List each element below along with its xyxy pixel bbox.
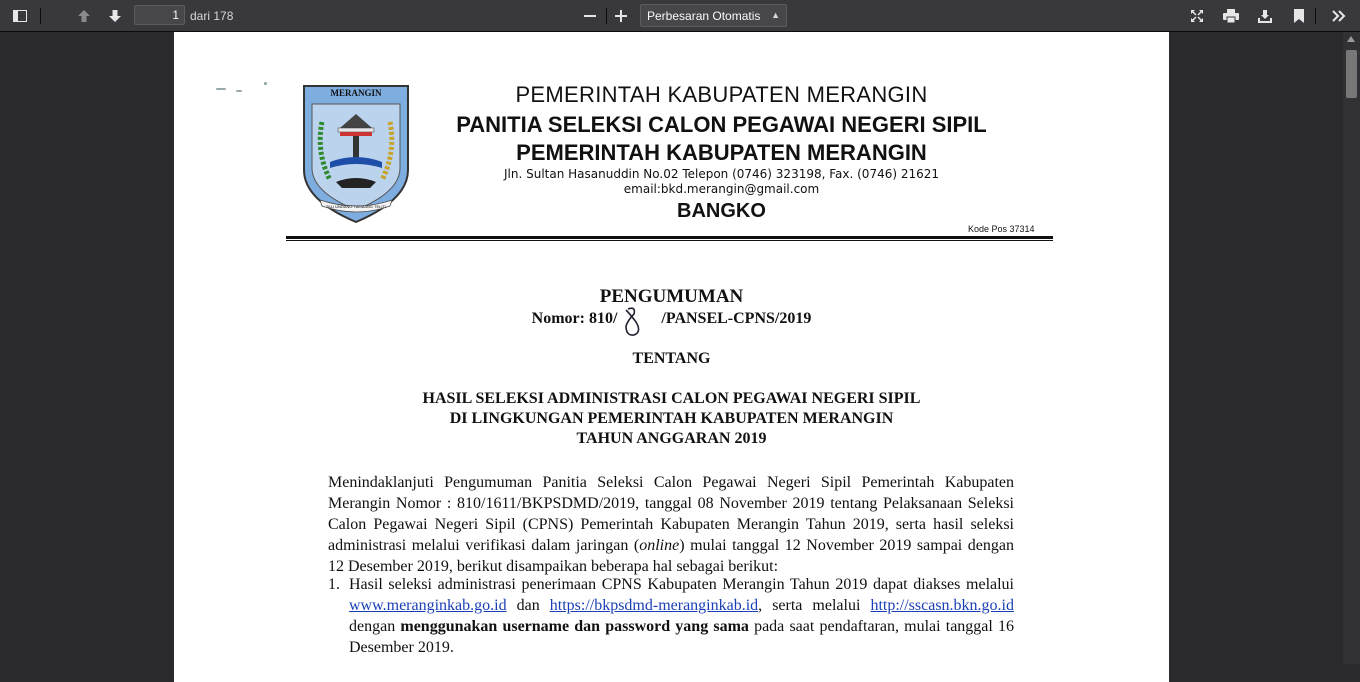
list-item-text — [349, 574, 1014, 658]
link-bkpsdmd[interactable]: https://bkpsdmd-meranginkab.id — [549, 597, 759, 614]
announcement-subject-line2: DI LINGKUNGAN PEMERINTAH KABUPATEN MERANGIN — [449, 410, 894, 427]
postal-code: Kode Pos 37314 — [968, 224, 1035, 234]
scan-speck — [216, 88, 226, 90]
link-sscasn[interactable]: http://sscasn.bkn.go.id — [870, 597, 1014, 614]
page-count-label: dari 178 — [190, 9, 234, 23]
announcement-subject-line1: HASIL SELEKSI ADMINISTRASI CALON PEGAWAI NEGERI SIPIL — [422, 390, 921, 407]
sidebar-toggle-icon[interactable] — [7, 4, 33, 28]
number-suffix: /PANSEL-CPNS/2019 — [661, 310, 812, 327]
zoom-select[interactable] — [640, 4, 787, 27]
toolbar-separator — [606, 8, 607, 24]
item-text: dan — [506, 597, 550, 614]
intro-paragraph — [328, 472, 1014, 577]
letterhead-line2: PANITIA SELEKSI CALON PEGAWAI NEGERI SIPIL — [456, 112, 987, 137]
logo-title: MERANGIN — [330, 88, 382, 98]
announcement-title: PENGUMUMAN — [599, 286, 744, 307]
letterhead-line3: PEMERINTAH KABUPATEN MERANGIN — [516, 140, 927, 165]
logo-motto: TALI UNDANG TAMBANG TELITI — [325, 204, 387, 209]
page-number-input[interactable]: 1 — [134, 5, 185, 25]
vertical-scrollbar[interactable] — [1343, 32, 1360, 664]
item-text: , serta melalui — [758, 597, 871, 614]
intro-italic: online — [639, 537, 680, 554]
zoom-out-icon[interactable] — [577, 4, 603, 28]
handwritten-number-signature — [620, 306, 646, 338]
pdf-page — [174, 32, 1169, 682]
zoom-select-value: Perbesaran Otomatis — [647, 9, 761, 23]
scroll-up-icon[interactable] — [1347, 36, 1355, 42]
zoom-in-icon[interactable] — [608, 4, 634, 28]
announcement-about: TENTANG — [632, 350, 711, 367]
toolbar-separator — [40, 8, 41, 24]
letterhead-rule — [286, 236, 1053, 239]
item-text: pada saat pendaftaran, mulai tanggal 16 Desember 2019. — [349, 618, 1015, 656]
item-bold-text: menggunakan username dan password yang sama — [400, 618, 749, 635]
download-icon[interactable] — [1252, 4, 1278, 28]
letterhead-address: Jln. Sultan Hasanuddin No.02 Telepon (0746) 323198, Fax. (0746) 21621 — [503, 167, 940, 181]
toolbar-separator — [1315, 8, 1316, 24]
scan-speck — [236, 90, 242, 92]
letterhead-email: email:bkd.merangin@gmail.com — [623, 182, 820, 196]
scroll-thumb[interactable] — [1346, 50, 1357, 98]
pdf-toolbar — [0, 0, 1360, 32]
letterhead-line1: PEMERINTAH KABUPATEN MERANGIN — [515, 82, 928, 107]
previous-page-icon[interactable] — [71, 4, 97, 28]
next-page-icon[interactable] — [102, 4, 128, 28]
link-meranginkab[interactable]: www.meranginkab.go.id — [349, 597, 507, 614]
presentation-mode-icon[interactable] — [1184, 4, 1210, 28]
letterhead-rule-thin — [286, 240, 1053, 241]
number-prefix: Nomor: 810/ — [531, 310, 618, 327]
print-icon[interactable] — [1218, 4, 1244, 28]
list-number: 1. — [328, 576, 340, 593]
announcement-number — [174, 310, 1169, 328]
letterhead-city: BANGKO — [677, 200, 766, 222]
item-text: Hasil seleksi administrasi penerimaan CPNS Kabupaten Merangin Tahun 2019 dapat diakses melalui — [349, 576, 1014, 593]
intro-text-end: ) mulai tanggal 12 November 2019 sampai dengan 12 Desember 2019, berikut disampaikan beberapa hal sebagai berikut: — [328, 537, 1014, 575]
scan-speck — [264, 82, 267, 85]
bookmark-icon[interactable] — [1286, 4, 1312, 28]
select-arrows-icon: ▲ — [771, 10, 780, 20]
announcement-subject-line3: TAHUN ANGGARAN 2019 — [576, 430, 767, 447]
intro-text: Menindaklanjuti Pengumuman Panitia Seleksi Calon Pegawai Negeri Sipil Pemerintah Kabupaten Merangin Nomor : 810/1611/BKPSDMD/2019, tanggal 08 November 2019 tentang Pelaksanaan Seleksi Calon Pegawai Negeri Sipil (CPNS) Pemerintah Kabupaten Merangin Tahun 2019, serta hasil seleksi administrasi melalui verifikasi dalam jaringan ( — [328, 474, 1014, 554]
tools-icon[interactable] — [1326, 4, 1352, 28]
item-text: dengan — [349, 618, 401, 635]
